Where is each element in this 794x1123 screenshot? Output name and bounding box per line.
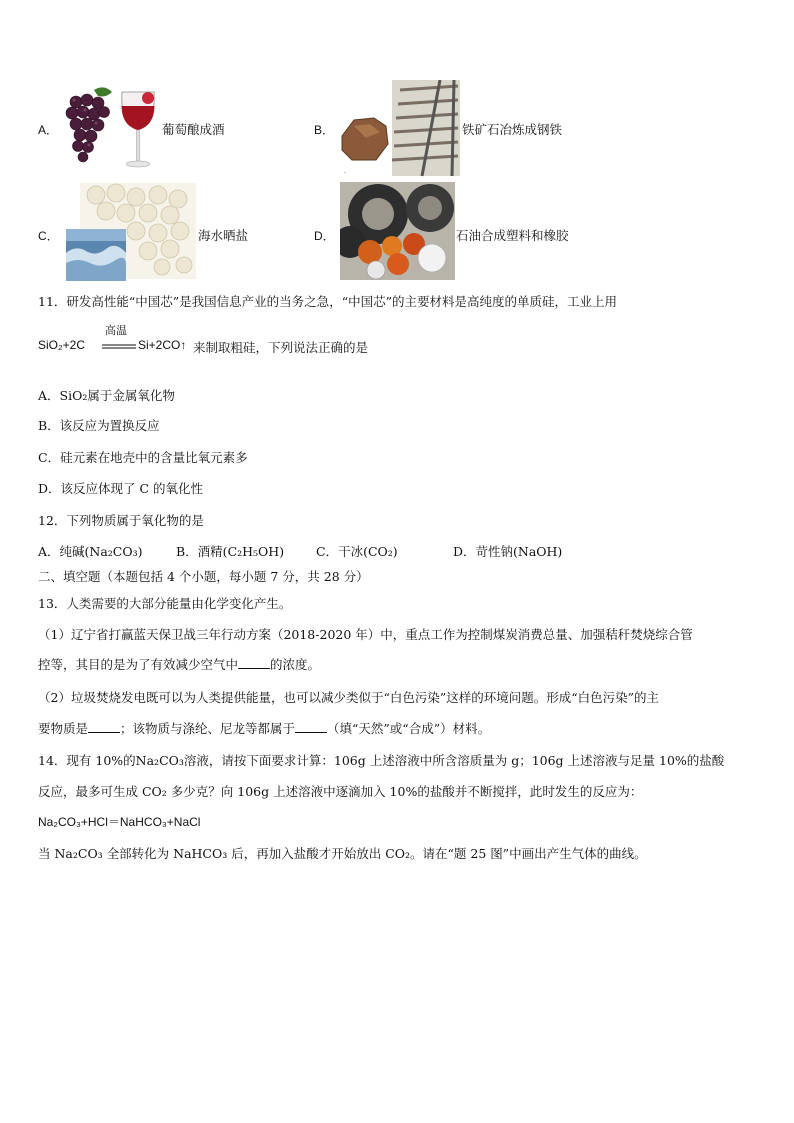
option-d-letter: D．: [314, 229, 335, 243]
q11-stem: 11．研发高性能“中国芯”是我国信息产业的当务之急，“中国芯”的主要材料是高纯度的单质硅，工业上用: [38, 294, 617, 309]
answer-blank[interactable]: [88, 720, 120, 733]
answer-blank[interactable]: [238, 656, 270, 669]
option-c-text: 海水晒盐: [198, 228, 249, 243]
option-b-letter: B．: [314, 123, 335, 137]
q13-p1-tail: 的浓度。: [270, 657, 321, 672]
option-b-text: 铁矿石冶炼成钢铁: [462, 122, 563, 137]
option-a-text: 葡萄酿成酒: [162, 122, 225, 137]
q12-option-d: D．苛性钠(NaOH): [453, 544, 563, 559]
q12-option-a: A．纯碱(Na₂CO₃): [38, 544, 143, 559]
section-title: 二、填空题（本题包括 4 个小题，每小题 7 分，共 28 分）: [38, 569, 369, 584]
q13-part2-line1: （2）垃圾焚烧发电既可以为人类提供能量，也可以减少类似于“白色污染”这样的环境问题。形成“白色污染”的主: [38, 690, 660, 705]
eq-condition: 高温: [105, 324, 127, 337]
q14-line1: 14．现有 10%的Na₂CO₃溶液，请按下面要求计算：106g 上述溶液中所含溶质量为 g；106g 上述溶液与足量 10%的盐酸: [38, 753, 725, 768]
iron-ore-railway-image: [340, 80, 460, 178]
q11-option-a: A．SiO₂属于金属氧化物: [38, 388, 175, 403]
option-c-letter: C．: [38, 229, 59, 243]
q13-p2-tail: （填“天然”或“合成”）材料。: [327, 721, 491, 736]
q11-option-d: D．该反应体现了 C 的氧化性: [38, 481, 204, 496]
q14-line4: 当 Na₂CO₃ 全部转化为 NaHCO₃ 后，再加入盐酸才开始放出 CO₂。请在“题 25 图”中画出产生气体的曲线。: [38, 846, 647, 861]
grape-wine-image: [64, 84, 159, 170]
q11-option-c: C．硅元素在地壳中的含量比氧元素多: [38, 450, 248, 465]
eq-double-arrow: [102, 344, 136, 350]
q14-reaction: Na₂CO₃+HCl＝NaHCO₃+NaCl: [38, 815, 201, 829]
q13-p2-text: 要物质是: [38, 721, 89, 736]
eq-right: Si+2CO↑: [138, 338, 187, 352]
q12-option-c: C．干冰(CO₂): [316, 544, 398, 559]
eq-left: SiO₂+2C: [38, 338, 86, 352]
answer-blank[interactable]: [295, 720, 327, 733]
q12-option-b: B．酒精(C₂H₅OH): [176, 544, 285, 559]
option-a-letter: A．: [38, 123, 59, 137]
q13-part2-line2: [38, 719, 490, 737]
eq-tail: 来制取粗硅，下列说法正确的是: [193, 340, 369, 355]
q14-line2: 反应，最多可生成 CO₂ 多少克？向 106g 上述溶液中逐滴加入 10%的盐酸并不断搅拌，此时发生的反应为：: [38, 784, 643, 799]
sea-salt-image: [66, 183, 196, 281]
q12-stem: 12．下列物质属于氧化物的是: [38, 513, 204, 528]
q13-part1-line1: （1）辽宁省打赢蓝天保卫战三年行动方案（2018-2020 年）中，重点工作为控制煤炭消费总量、加强秸秆焚烧综合管: [38, 627, 693, 642]
q13-part1-line2: [38, 655, 320, 673]
q13-stem: 13．人类需要的大部分能量由化学变化产生。: [38, 596, 292, 611]
option-d-text: 石油合成塑料和橡胶: [456, 228, 569, 243]
q13-p2-mid: ；该物质与涤纶、尼龙等都属于: [120, 721, 296, 736]
svg-text:-: -: [344, 169, 347, 176]
q11-option-b: B．该反应为置换反应: [38, 418, 160, 433]
tires-balls-image: [340, 182, 455, 280]
q13-p1-text: 控等，其目的是为了有效减少空气中: [38, 657, 239, 672]
